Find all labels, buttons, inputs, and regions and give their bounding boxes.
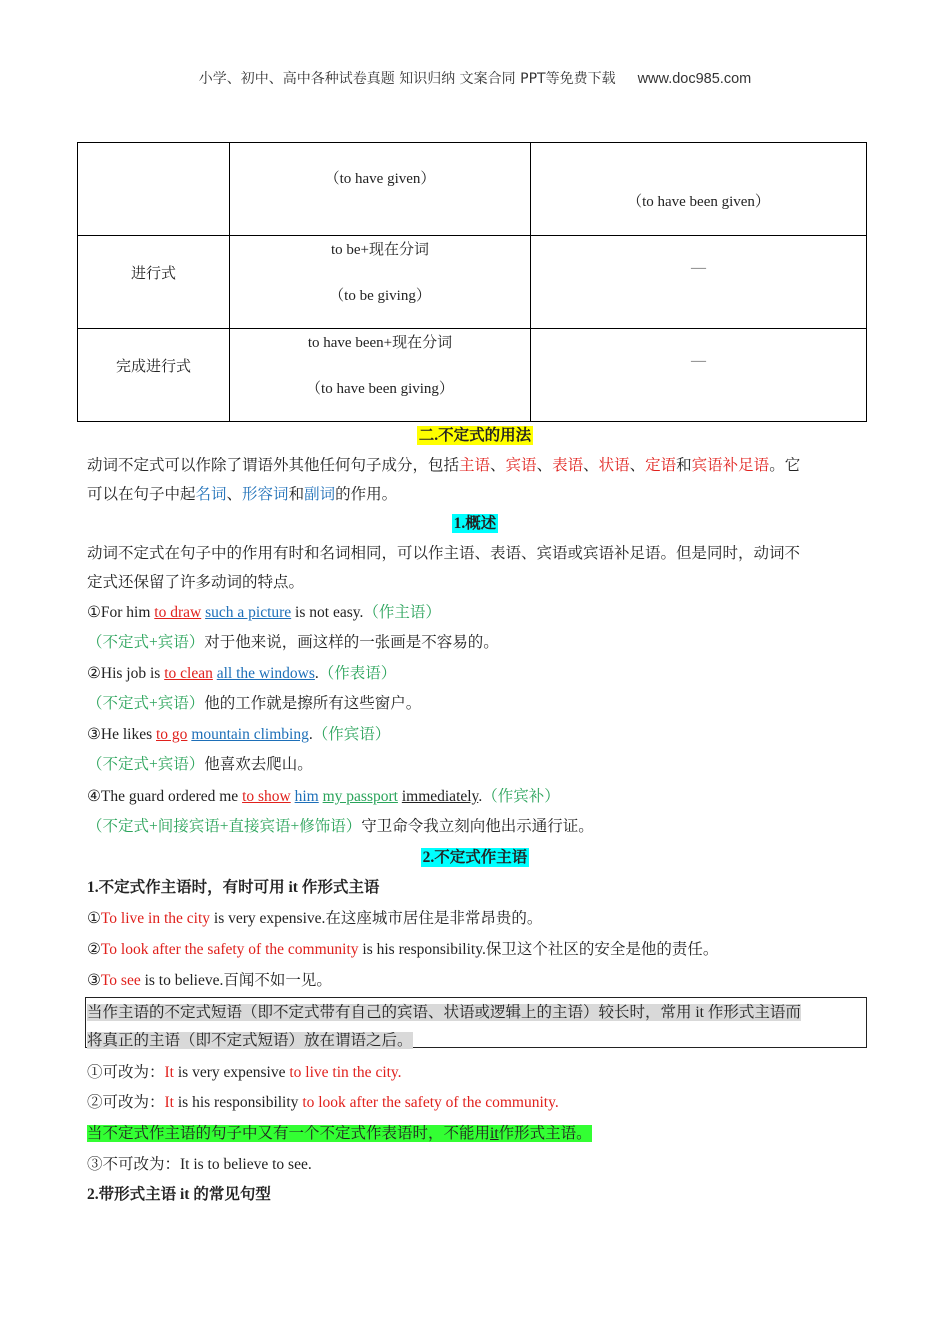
subject-example-2: ②To look after the safety of the community is his responsibility.保卫这个社区的安全是他的责任。: [87, 941, 719, 958]
row-label: 完成进行式: [115, 359, 191, 375]
table-cell: [531, 143, 867, 236]
header-url[interactable]: www.doc985.com: [637, 71, 752, 87]
table-cell: [531, 236, 867, 329]
example-1: ①For him to draw such a picture is not easy.（作主语）: [87, 604, 441, 621]
highlighted-note: 当不定式作主语的句子中又有一个不定式作表语时，不能用it作形式主语。: [87, 1125, 592, 1142]
table-row: [78, 143, 867, 236]
page-header: [0, 68, 950, 88]
rule-line-2: 将真正的主语（即不定式短语）放在谓语之后。: [87, 1032, 413, 1049]
subject-example-1: ①To live in the city is very expensive.在这座城市居住是非常昂贵的。: [87, 910, 543, 927]
rewrite-2: ②可改为：It is his responsibility to look after the safety of the community.: [87, 1094, 559, 1111]
cell-text: （to have been giving）: [306, 381, 454, 397]
table-cell: [78, 329, 230, 422]
cell-text: （to be giving）: [329, 288, 431, 304]
subheading-1: 1.不定式作主语时，有时可用 it 作形式主语: [87, 879, 380, 896]
rewrite-1: ①可改为：It is very expensive to live tin the city.: [87, 1064, 402, 1081]
example-4: ④The guard ordered me to show him my passport immediately.（作宾补）: [87, 788, 560, 805]
cell-dash: —: [691, 260, 706, 276]
example-2-note: （不定式+宾语）他的工作就是擦所有这些窗户。: [87, 695, 422, 712]
subheading-2: 2.带形式主语 it 的常见句型: [87, 1186, 271, 1203]
cell-text: （to have given）: [324, 171, 436, 187]
table-cell: [230, 143, 531, 236]
header-text: 小学、初中、高中各种试卷真题 知识归纳 文案合同 PPT等免费下载: [198, 71, 616, 87]
section-title: 二.不定式的用法: [418, 427, 532, 444]
table-cell: [230, 236, 531, 329]
example-2: ②His job is to clean all the windows.（作表语）: [87, 665, 397, 682]
cell-text: to be+现在分词: [330, 242, 430, 258]
subject-section-title: 2.不定式作主语: [422, 849, 528, 866]
table-row: [78, 236, 867, 329]
example-3-note: （不定式+宾语）他喜欢去爬山。: [87, 756, 313, 773]
infinitive-forms-table: [77, 142, 867, 422]
table-cell: [78, 143, 230, 236]
table-cell: [230, 329, 531, 422]
row-label: 进行式: [130, 266, 176, 282]
intro-line-1: 动词不定式可以作除了谓语外其他任何句子成分，包括主语、宾语、表语、状语、定语和宾语补足语。它: [87, 457, 801, 474]
rewrite-3: ③不可改为：It is to believe to see.: [87, 1156, 312, 1173]
overview-text-1: 动词不定式在句子中的作用有时和名词相同，可以作主语、表语、宾语或宾语补足语。但是同时，动词不: [87, 545, 801, 562]
overview-title: 1.概述: [453, 515, 497, 532]
table-row: [78, 329, 867, 422]
rule-line-1: 当作主语的不定式短语（即不定式带有自己的宾语、状语或逻辑上的主语）较长时，常用 it 作形式主语而: [87, 1004, 801, 1021]
cell-text: to have been+现在分词: [307, 335, 453, 351]
overview-text-2: 定式还保留了许多动词的特点。: [87, 574, 305, 591]
subject-example-3: ③To see is to believe.百闻不如一见。: [87, 972, 332, 989]
intro-line-2: 可以在句子中起名词、形容词和副词的作用。: [87, 486, 398, 503]
rule-box: [85, 997, 867, 1048]
example-4-note: （不定式+间接宾语+直接宾语+修饰语）守卫命令我立刻向他出示通行证。: [87, 818, 594, 835]
cell-dash: —: [691, 353, 706, 369]
table-cell: [531, 329, 867, 422]
example-3: ③He likes to go mountain climbing.（作宾语）: [87, 726, 391, 743]
cell-text: （to have been given）: [627, 194, 770, 210]
table-cell: [78, 236, 230, 329]
example-1-note: （不定式+宾语）对于他来说，画这样的一张画是不容易的。: [87, 634, 499, 651]
